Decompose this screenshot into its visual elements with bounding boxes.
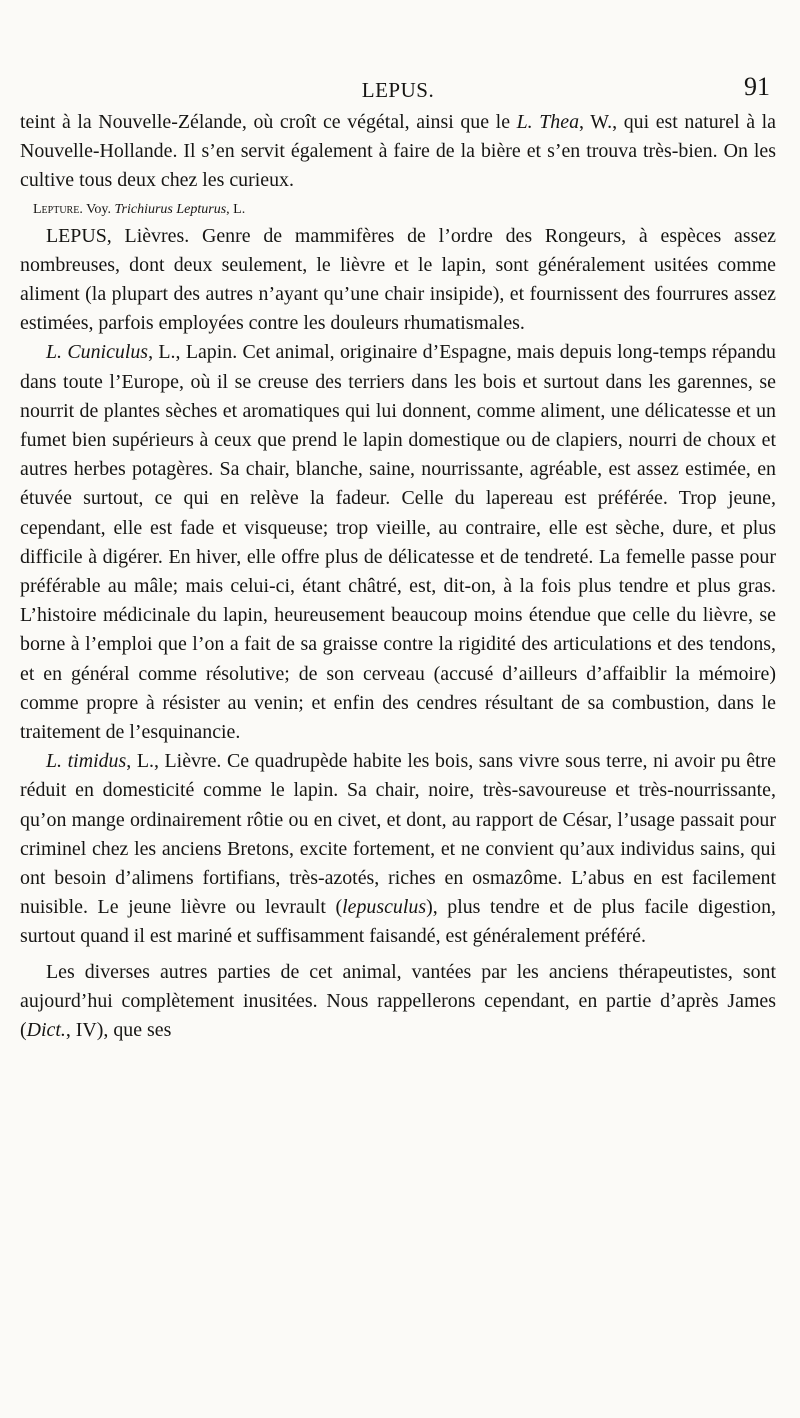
lepture-reference: Trichiurus Lepturus — [114, 201, 227, 217]
timidus-text-2: ), plus tendre et de plus facile digestion, surtout quand il est mariné et suffisamment faisandé, est généralement préféré. — [20, 896, 777, 948]
parties-text-2: , IV), que ses — [65, 1019, 172, 1042]
page-number: 91 — [744, 72, 770, 101]
cuniculus-entry — [20, 338, 776, 747]
lepus-headword: LEPUS — [46, 224, 107, 247]
timidus-text-1: , L., Lièvre. Ce quadrupède habite les bois, sans vivre sous terre, ni avoir pu être réduit en domesticité comme le lapin. Sa chair, noire, très-savoureuse et très-nourrissante, qu’on mange ordinairement rôtie ou en civet, et dont, au rapport de César, l’usage passait pour criminel chez les anciens Bretons, excite fortement, et ne convient qu’aux individus sains, qui ont besoin d’alimens fortifians, très-azotés, riches en osmazôme. L’abus en est facilement nuisible. Le jeune lièvre ou levrault ( — [20, 750, 777, 919]
timidus-entry — [20, 747, 776, 951]
lepusculus-term: lepusculus — [342, 896, 427, 919]
lepus-text: , Lièvres. Genre de mammifères de l’ordre des Rongeurs, à espèces assez nombreuses, dont deux seulement, le lièvre et le lapin, sont généralement usitées comme aliment (la plupart des autres n’ayant qu’une chair insipide), et fournissent des fourrures assez estimées, parfois employées contre les douleurs rhumatismales. — [20, 224, 776, 335]
lepture-voy: . Voy. — [79, 201, 115, 217]
page-header — [20, 70, 776, 108]
lepture-entry — [33, 198, 776, 222]
parties-text-1: Les diverses autres parties de cet animal, vantées par les anciens thérapeutistes, sont aujourd’hui complètement inusitées. Nous rappellerons cependant, en partie d’après James ( — [20, 960, 776, 1042]
species-name-thea: L. Thea — [516, 111, 580, 133]
lepus-entry — [20, 222, 776, 339]
continuation-paragraph — [20, 108, 776, 196]
continuation-text-1: teint à la Nouvelle-Zélande, où croît ce végétal, ainsi que le — [20, 111, 517, 133]
continuation-text-2: , W., qui est naturel à la Nouvelle-Hollande. Il s’en servit également à faire de la bière et s’en trouva très-bien. On les cultive tous deux chez les curieux. — [20, 111, 776, 192]
lepture-headword: Lepture — [33, 201, 80, 217]
cuniculus-name: L. Cuniculus — [46, 341, 149, 364]
lepture-reference-end: , L. — [226, 201, 246, 217]
timidus-name: L. timidus — [46, 750, 127, 773]
page-content — [20, 108, 776, 1045]
cuniculus-text: , L., Lapin. Cet animal, originaire d’Espagne, mais depuis long-temps répandu dans toute l’Europe, où il se creuse des terriers dans les bois et surtout dans les garennes, se nourrit de plantes sèches et aromatiques qui lui donnent, comme aliment, une délicatesse et un fumet bien supérieurs à ceux que prend le lapin domestique ou de clapiers, nourri de choux et autres herbes potagères. Sa chair, blanche, saine, nourrissante, agréable, est assez estimée, en étuvée surtout, ce qui en relève la fadeur. Celle du lapereau est préférée. Trop jeune, cependant, elle est fade et visqueuse; trop vieille, au contraire, elle est sèche, dure, et plus difficile à digérer. En hiver, elle offre plus de délicatesse et de tendreté. La femelle passe pour préférable au mâle; mais celui-ci, étant châtré, est, dit-on, à la fois plus tendre et plus gras. L’histoire médicinale du lapin, heureusement beaucoup moins étendue que celle du lièvre, se borne à l’emploi que l’on a fait de sa graisse contre la rigidité des articulations et des tendons, et en général comme résolutive; de son cerveau (accusé d’ailleurs d’affaiblir la mémoire) comme propre à résister au venin; et enfin des cendres résultant de sa combustion, dans le traitement de l’esquinancie. — [20, 341, 776, 744]
running-head: LEPUS. — [361, 78, 435, 102]
dict-reference: Dict. — [26, 1019, 66, 1042]
parties-paragraph — [20, 958, 776, 1046]
